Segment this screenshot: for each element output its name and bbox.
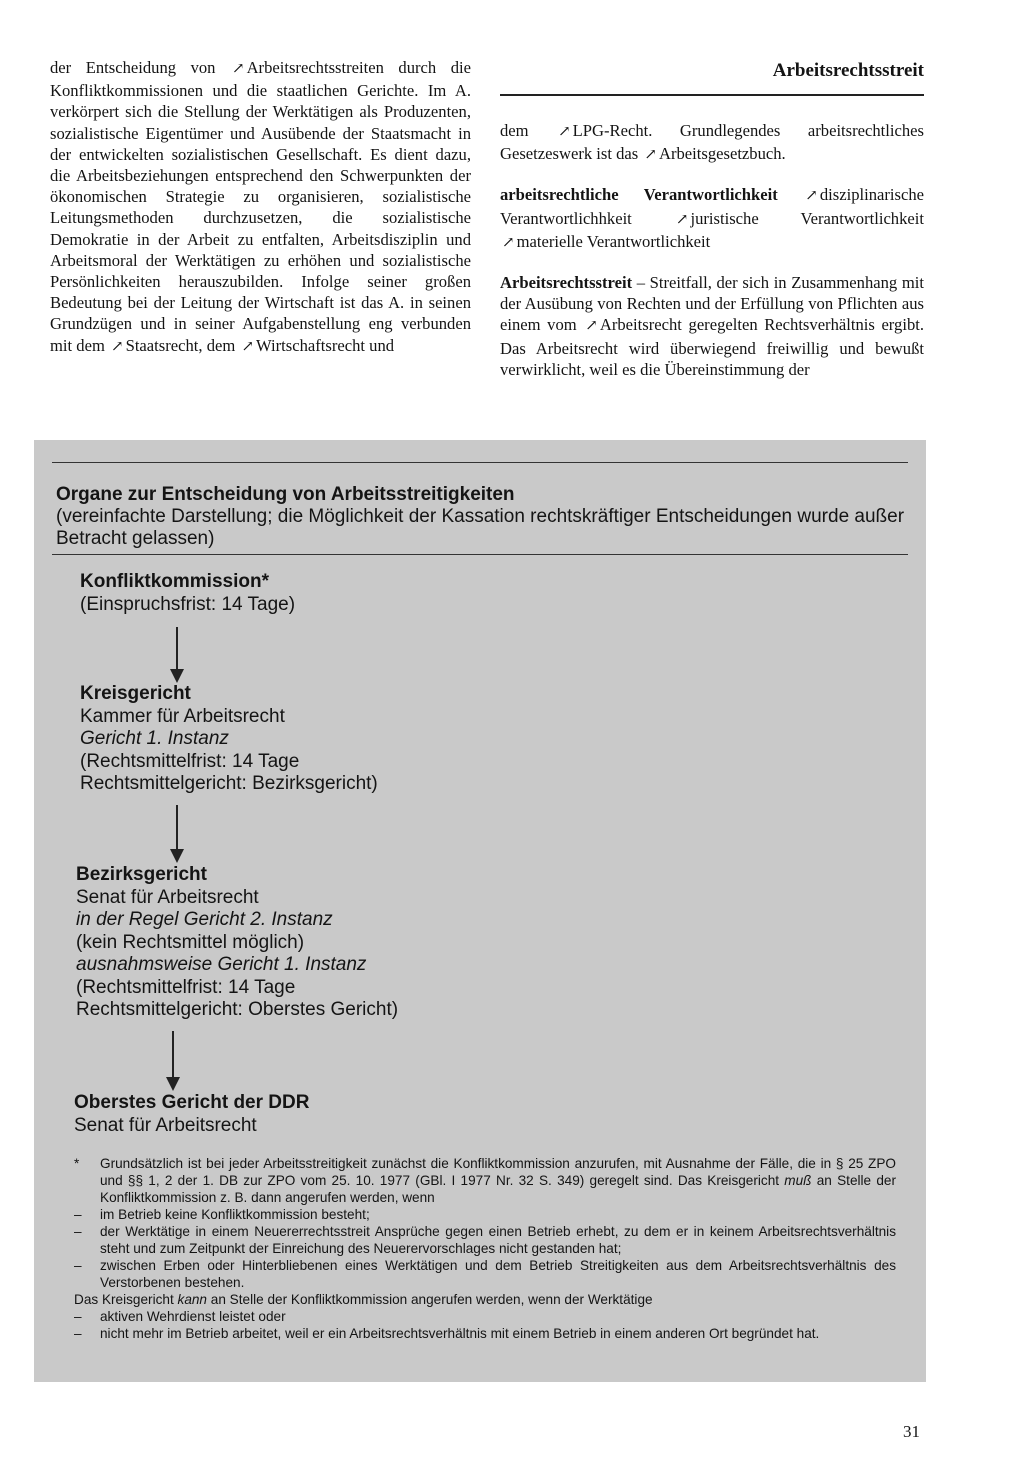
entry-term: Arbeitsrechtsstreit — [500, 273, 633, 293]
cross-reference-link[interactable]: materielle Verantwortlichkeit — [516, 231, 711, 251]
figure-heading-rule — [52, 554, 908, 555]
right-column — [500, 120, 924, 398]
cross-reference-arrow-icon: ↗ — [558, 124, 571, 140]
cross-reference-link[interactable]: juristische Verantwortlichkeit — [690, 208, 924, 228]
footnote-list-item: – der Werktätige in einem Neuererrechtsstreit Ansprüche gegen einen Betrieb erhebt, zu dem er in keinem Arbeitsrechtsverhältnis steht und zum Zeitpunkt der Einreichung des Neuerervorschlages nicht gestanden hat; — [74, 1224, 896, 1256]
cross-reference-arrow-icon: ↗ — [675, 211, 689, 228]
cross-reference-link[interactable]: LPG-Recht. — [572, 121, 653, 140]
node-title: Bezirksgericht — [76, 864, 207, 885]
continuation-paragraph: dem ↗ LPG-Recht. Grundlegendes arbeitsrechtliches Gesetzeswerk ist das ↗ Arbeitsgesetzbuch. — [500, 121, 924, 164]
list-dash: – — [74, 1258, 82, 1273]
node-konfliktkommission — [80, 571, 295, 616]
node-line: Senat für Arbeitsrecht — [74, 1114, 257, 1136]
cross-reference-link[interactable]: Staatsrecht, — [125, 335, 203, 355]
node-oberstes-gericht — [74, 1092, 309, 1137]
cross-reference-arrow-icon: ↗ — [502, 234, 515, 251]
node-line: ausnahmsweise Gericht 1. Instanz — [76, 954, 367, 975]
list-dash: – — [74, 1309, 82, 1324]
flow-arrow-icon — [170, 627, 184, 683]
footnote-marker: * — [74, 1156, 80, 1171]
cross-reference-link[interactable]: Arbeitsrechtsstreiten — [246, 58, 384, 77]
node-line: (Rechtsmittelfrist: 14 Tage — [76, 976, 296, 998]
cross-reference-arrow-icon: ↗ — [232, 61, 245, 77]
list-dash: – — [74, 1326, 82, 1341]
node-title: Oberstes Gericht der DDR — [74, 1092, 310, 1113]
node-line: (Rechtsmittelfrist: 14 Tage — [80, 750, 300, 772]
left-column — [50, 57, 471, 358]
footnote-can-intro: Das Kreisgericht kann an Stelle der Konfliktkommission angerufen werden, wenn der Werktätige — [74, 1292, 653, 1307]
node-title: Kreisgericht — [80, 683, 191, 704]
figure-heading — [56, 484, 916, 550]
footnote-list-item: – nicht mehr im Betrieb arbeitet, weil er ein Arbeitsrechtsverhältnis mit einem Betrieb in einem anderen Ort begründet hat. — [74, 1326, 820, 1341]
node-line: in der Regel Gericht 2. Instanz — [76, 909, 333, 930]
figure-subtitle: (vereinfachte Darstellung; die Möglichkeit der Kassation rechtskräftiger Entscheidungen wurde außer Betracht gelassen) — [56, 506, 905, 549]
figure-title: Organe zur Entscheidung von Arbeitsstreitigkeiten — [56, 484, 515, 505]
figure-top-rule — [52, 462, 908, 463]
node-title: Konfliktkommission* — [80, 571, 269, 592]
flow-arrow-icon — [170, 805, 184, 863]
cross-reference-link[interactable]: Arbeitsrecht — [599, 315, 682, 335]
page-number: 31 — [903, 1422, 920, 1441]
list-dash: – — [74, 1224, 82, 1239]
entry-verantwortlichkeit — [500, 184, 924, 254]
node-line: (kein Rechtsmittel möglich) — [76, 931, 305, 953]
node-line: (Einspruchsfrist: 14 Tage) — [80, 593, 296, 615]
footnote-list-item: – im Betrieb keine Konfliktkommission besteht; — [74, 1207, 370, 1222]
node-line: Senat für Arbeitsrecht — [76, 886, 259, 908]
cross-reference-link[interactable]: Wirtschaftsrecht — [256, 335, 366, 355]
cross-reference-arrow-icon: ↗ — [805, 188, 818, 205]
left-paragraph: der Entscheidung von ↗ Arbeitsrechtsstreiten durch die Konfliktkommissionen und die staatlichen Gerichte. Im A. verkörpert sich die Stellung der Werktätigen als Produzenten, sozialistische Eigentümer und Ausübende der Staatsmacht in der entwickelten sozialistischen Gesellschaft. Es dient dazu, die Arbeitsbeziehungen entsprechend den Schwerpunkten der ökonomischen Strategie zu organisieren, sozialistische Leitungsmethoden durchzusetzen, die sozialistische Demokratie in der Arbeit zu entfalten, Arbeitsdisziplin und Arbeitsmoral der Werktätigen zu erhöhen und sozialistische Persönlichkeiten herauszubilden. Infolge seiner großen Bedeutung bei der Leitung der Wirtschaft ist das A. in seinen Grundzügen und in seiner Aufgabenstellung eng verbunden mit dem ↗ Staatsrecht, dem ↗ Wirtschaftsrecht und — [50, 58, 472, 355]
node-bezirksgericht — [76, 864, 398, 1022]
footnote-list-item: – zwischen Erben oder Hinterbliebenen eines Werktätigen und dem Betrieb Streitigkeiten aus dem Arbeitsrechtsverhältnis des Verstorbenen bestehen. — [74, 1258, 896, 1290]
node-line: Rechtsmittelgericht: Bezirksgericht) — [80, 773, 378, 794]
cross-reference-link[interactable]: Arbeitsgesetzbuch. — [658, 144, 786, 164]
list-dash: – — [74, 1207, 82, 1222]
node-kreisgericht — [80, 683, 378, 796]
figure-footnote — [74, 1155, 896, 1342]
entry-arbeitsrechtsstreit: Arbeitsrechtsstreit – Streitfall, der sich in Zusammenhang mit der Ausübung von Rechten und der Erfüllung von Pflichten aus einem vom ↗ Arbeitsrecht geregelten Rechtsverhältnis ergibt. Das Arbeitsrecht wird überwiegend freiwillig und bewußt verwirklicht, weil es die Übereinstimmung der — [500, 273, 924, 379]
entry-term: arbeitsrechtliche Verantwortlichkeit — [500, 185, 778, 205]
cross-reference-link[interactable]: disziplinarische Verantwortlichhkeit — [500, 185, 924, 228]
node-line: Rechtsmittelgericht: Oberstes Gericht) — [76, 999, 399, 1020]
cross-reference-arrow-icon: ↗ — [585, 318, 598, 335]
flow-arrow-icon — [166, 1031, 180, 1091]
footnote-list-item: – aktiven Wehrdienst leistet oder — [74, 1309, 286, 1324]
running-head: Arbeitsrechtsstreit — [772, 60, 924, 81]
cross-reference-arrow-icon: ↗ — [241, 338, 255, 355]
cross-reference-arrow-icon: ↗ — [111, 338, 124, 355]
node-line: Gericht 1. Instanz — [80, 728, 229, 749]
header-rule — [500, 94, 924, 96]
node-line: Kammer für Arbeitsrecht — [80, 705, 285, 727]
cross-reference-arrow-icon: ↗ — [644, 147, 657, 164]
footnote-intro: * Grundsätzlich ist bei jeder Arbeitsstreitigkeit zunächst die Konfliktkommission anzurufen, mit Ausnahme der Fälle, die in § 25 ZPO und §§ 1, 2 der 1. DB zur ZPO vom 25. 10. 1977 (GBl. I 1977 Nr. 32 S. 349) geregelt sind. Das Kreisgericht muß an Stelle der Konfliktkommission z. B. dann angerufen werden, wenn — [74, 1156, 896, 1205]
